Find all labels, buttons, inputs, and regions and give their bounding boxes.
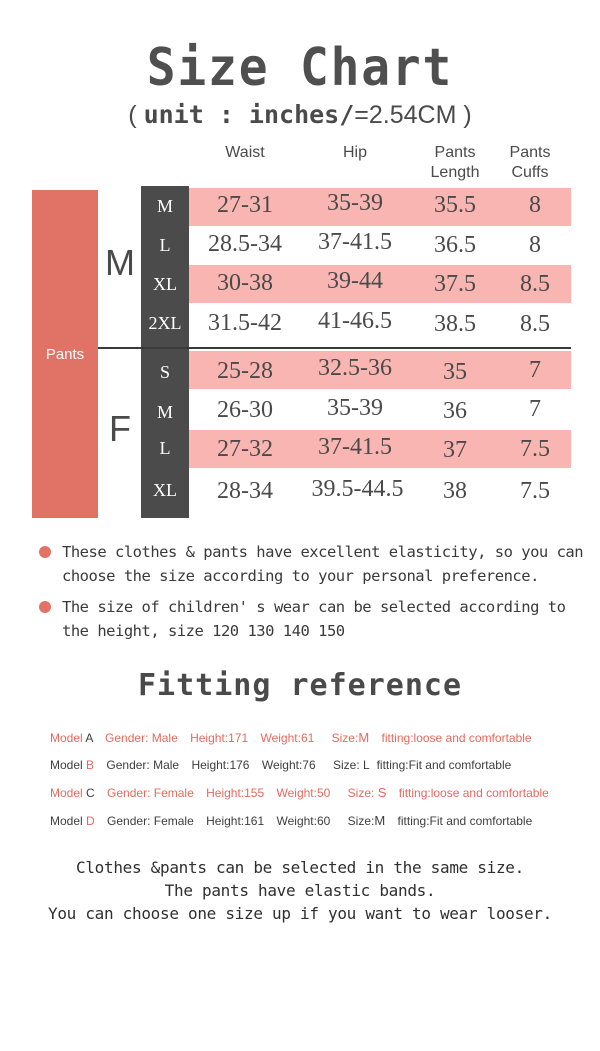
cell-hip: 35-39 xyxy=(327,395,383,421)
footer-line: Clothes &pants can be selected in the same size. xyxy=(76,858,524,877)
model-weight: Weight:76 xyxy=(261,758,316,772)
model-gender: Gender: Female xyxy=(107,814,194,828)
cell-hip: 37-41.5 xyxy=(318,434,392,460)
note-line: choose the size according to your personal preference. xyxy=(62,567,539,585)
model-fit: fitting:loose and comfortable xyxy=(398,786,549,800)
model-id: D xyxy=(86,814,95,828)
cell-cuffs: 8.5 xyxy=(520,311,550,337)
model-size: M xyxy=(358,730,370,745)
model-size-label: Size: xyxy=(331,731,359,745)
cell-cuffs: 8.5 xyxy=(520,271,550,297)
cell-waist: 28-34 xyxy=(217,478,273,504)
group-divider xyxy=(98,347,571,349)
model-row-b xyxy=(50,758,511,772)
model-id: A xyxy=(85,731,93,745)
header-cuffs-line2: Cuffs xyxy=(511,164,549,181)
cell-cuffs: 8 xyxy=(529,232,541,258)
model-size: M xyxy=(374,813,386,828)
model-weight: Weight:60 xyxy=(276,814,331,828)
cell-length: 38 xyxy=(443,478,467,504)
header-length-line2: Length xyxy=(430,164,480,181)
header-hip: Hip xyxy=(342,144,367,161)
bullet-icon xyxy=(39,546,51,558)
header-waist: Waist xyxy=(225,144,265,161)
fitting-title: Fitting reference xyxy=(137,668,463,703)
model-fit: fitting:loose and comfortable xyxy=(381,731,532,745)
cell-waist: 31.5-42 xyxy=(208,310,282,336)
size-label: S xyxy=(159,362,170,382)
header-length-line1: Pants xyxy=(434,144,476,161)
cell-waist: 27-32 xyxy=(217,436,273,462)
model-fit: fitting:Fit and comfortable xyxy=(397,814,533,828)
cell-length: 35.5 xyxy=(434,192,476,218)
size-label: XL xyxy=(153,274,177,294)
model-size: L xyxy=(363,758,370,772)
category-label: Pants xyxy=(45,346,85,363)
cell-cuffs: 7.5 xyxy=(520,478,550,504)
model-id: B xyxy=(86,758,95,772)
page-title: Size Chart xyxy=(146,38,454,98)
model-height: Height:155 xyxy=(206,786,265,800)
cell-cuffs: 8 xyxy=(529,192,541,218)
cell-length: 35 xyxy=(443,359,467,385)
model-height: Height:161 xyxy=(206,814,265,828)
size-label: M xyxy=(156,402,173,422)
cell-waist: 28.5-34 xyxy=(208,231,282,257)
model-row-c xyxy=(50,785,549,800)
paren-open: ( xyxy=(128,101,137,129)
paren-close: ) xyxy=(463,101,472,129)
size-label: 2XL xyxy=(148,313,182,333)
model-size-label: Size: xyxy=(332,758,360,772)
cell-cuffs: 7 xyxy=(529,396,541,422)
unit-note xyxy=(0,100,600,130)
group-label-f: F xyxy=(109,408,131,449)
model-id: C xyxy=(86,786,95,800)
cell-cuffs: 7 xyxy=(529,357,541,383)
footer-notes xyxy=(0,856,600,925)
cell-length: 36.5 xyxy=(434,232,476,258)
cell-hip: 41-46.5 xyxy=(318,308,392,334)
note-line: These clothes & pants have excellent elasticity, so you can xyxy=(62,543,584,561)
model-label: Model xyxy=(50,731,83,745)
cell-hip: 39.5-44.5 xyxy=(311,476,404,502)
model-gender: Gender: Female xyxy=(107,786,194,800)
size-label: M xyxy=(156,196,173,216)
model-gender: Gender: Male xyxy=(106,758,180,772)
model-gender: Gender: Male xyxy=(105,731,178,745)
cell-cuffs: 7.5 xyxy=(520,436,550,462)
note-children xyxy=(62,595,565,643)
header-pants-length xyxy=(420,143,490,183)
bullet-icon xyxy=(39,601,51,613)
model-height: Height:176 xyxy=(191,758,250,772)
model-row-d xyxy=(50,813,532,828)
note-elasticity xyxy=(62,540,583,588)
footer-line: You can choose one size up if you want to wear looser. xyxy=(48,904,552,923)
model-size: S xyxy=(377,785,387,800)
cell-waist: 25-28 xyxy=(217,358,273,384)
cell-waist: 30-38 xyxy=(217,270,273,296)
model-fit: fitting:Fit and comfortable xyxy=(376,758,512,772)
cell-length: 37 xyxy=(443,437,467,463)
model-weight: Weight:50 xyxy=(276,786,331,800)
model-size-label: Size: xyxy=(347,786,375,800)
size-label: L xyxy=(159,438,171,458)
note-line: The size of children' s wear can be selected according to xyxy=(62,598,566,616)
model-label: Model xyxy=(50,786,83,800)
model-size-label: Size: xyxy=(347,814,375,828)
unit-label: unit : inches/ xyxy=(143,100,355,129)
cell-waist: 27-31 xyxy=(217,192,273,218)
size-label: XL xyxy=(153,480,177,500)
model-label: Model xyxy=(50,758,83,772)
cell-hip: 37-41.5 xyxy=(318,229,392,255)
header-pants-cuffs xyxy=(500,143,560,183)
header-cuffs-line1: Pants xyxy=(509,144,551,161)
cell-length: 36 xyxy=(443,398,467,424)
note-line: the height, size 120 130 140 150 xyxy=(62,622,345,640)
size-label: L xyxy=(159,235,171,255)
cell-hip: 35-39 xyxy=(327,190,383,216)
cell-waist: 26-30 xyxy=(217,397,273,423)
model-weight: Weight:61 xyxy=(260,731,315,745)
model-label: Model xyxy=(50,814,83,828)
model-height: Height:171 xyxy=(190,731,249,745)
cell-length: 37.5 xyxy=(434,271,476,297)
cell-hip: 39-44 xyxy=(327,268,383,294)
unit-value: =2.54CM xyxy=(354,101,457,129)
model-row-a xyxy=(50,730,532,745)
cell-length: 38.5 xyxy=(434,311,476,337)
group-label-m: M xyxy=(105,242,135,283)
cell-hip: 32.5-36 xyxy=(318,355,392,381)
footer-line: The pants have elastic bands. xyxy=(164,881,436,900)
